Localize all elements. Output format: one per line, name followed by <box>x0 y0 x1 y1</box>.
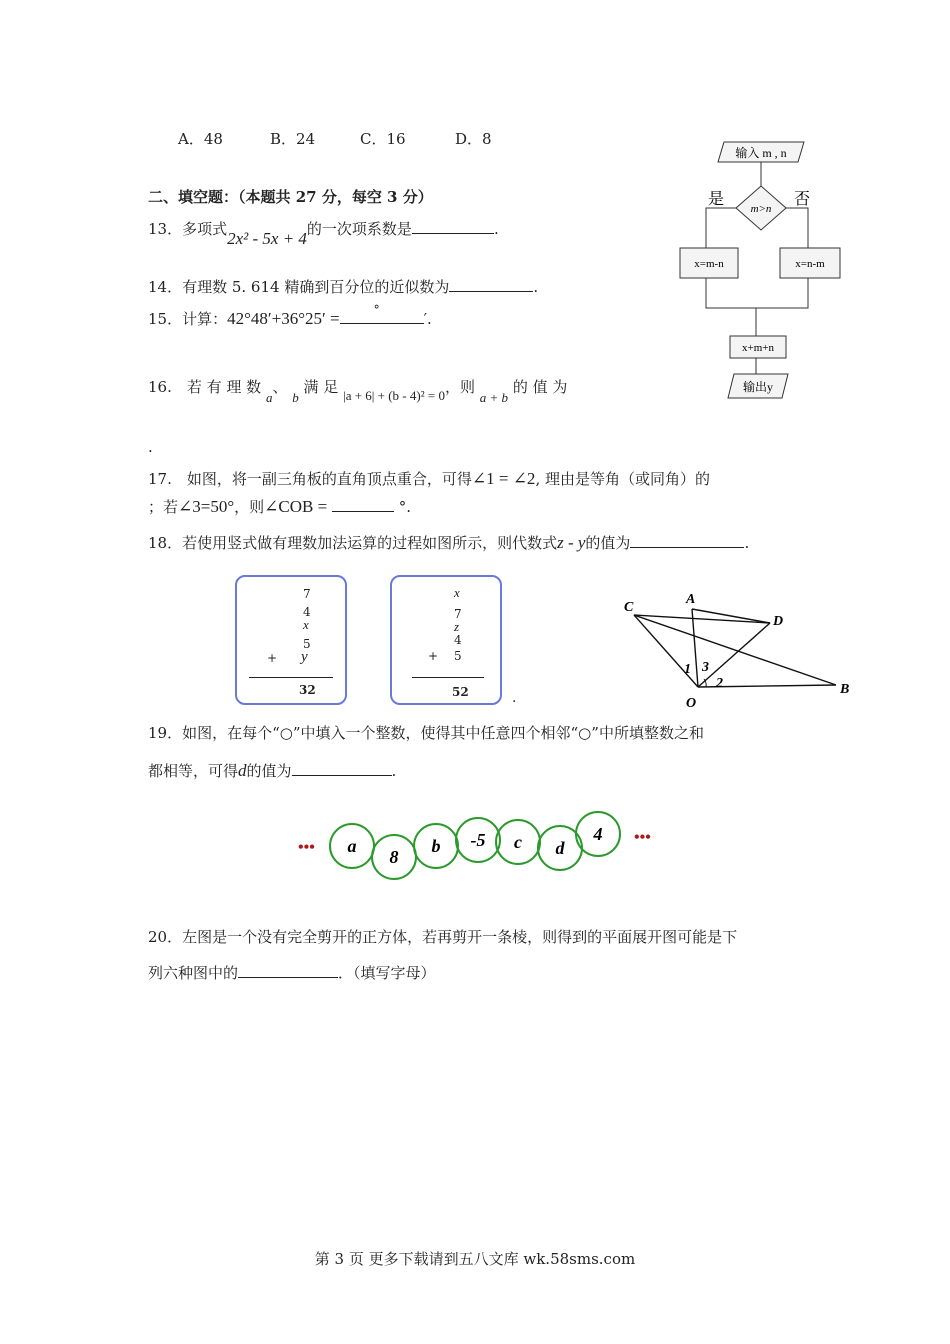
flow-mid-text: x+m+n <box>742 342 774 354</box>
label-c: C <box>624 600 634 615</box>
svg-text:-5: -5 <box>470 830 486 850</box>
q18: 18．若使用竖式做有理数加法运算的过程如图所示，则代数式z - y的值为 . <box>148 533 750 552</box>
q19-line2: 都相等，可得d的值为 . <box>148 761 397 780</box>
page-footer: 第 3 页 更多下载请到五八文库 wk.58sms.com <box>314 1250 636 1268</box>
q17-blank <box>332 497 394 512</box>
flow-no: 否 <box>794 191 811 208</box>
svg-text:d: d <box>555 838 565 858</box>
label-o: O <box>686 696 697 710</box>
flow-output-text: 输出y <box>742 380 774 394</box>
q15: 15．计算：42°48′+36°25′ = ° ′. <box>148 303 432 328</box>
flow-right-text: x=n-m <box>795 258 825 270</box>
ellipsis-left: ••• <box>298 839 315 856</box>
triangle-figure <box>610 585 860 710</box>
q18-blank <box>630 533 744 548</box>
svg-text:a: a <box>347 836 357 856</box>
flowchart <box>676 138 862 408</box>
addition-card-1: 7 4 x 5 + y 32 <box>235 575 347 705</box>
svg-text:b: b <box>431 836 441 856</box>
q13: 13．多项式2x² - 5x + 4的一次项系数是 . <box>148 220 499 248</box>
q16: 16. 若 有 理 数 a、 b 满 足 |a + 6| + (b - 4)² = 0，则 a + b 的 值 为 <box>148 378 568 405</box>
q13-expr: 2x² - 5x + 4 <box>227 229 307 248</box>
label-d: D <box>773 614 784 629</box>
q19-line1: 19．如图，在每个“○”中填入一个整数，使得其中任意四个相邻“○”中所填整数之和 <box>148 724 704 742</box>
q20-blank <box>238 963 338 978</box>
option-c: C．16 <box>360 130 406 148</box>
label-a: A <box>686 592 696 607</box>
q19-blank <box>292 761 392 776</box>
addition-card-2: x 7 z 4 + 5 52 <box>390 575 502 705</box>
card-period: . <box>512 690 517 706</box>
q13-blank <box>412 219 494 234</box>
option-a: A．48 <box>178 130 223 148</box>
flow-decision-text: m>n <box>750 203 772 215</box>
q20-line2: 列六种图中的 ．（填写字母） <box>148 964 436 982</box>
label-3: 3 <box>702 660 709 675</box>
q20-line1: 20．左图是一个没有完全剪开的正方体，若再剪开一条棱，则得到的平面展开图可能是下 <box>148 928 738 946</box>
q16-tail: . <box>148 438 153 456</box>
q14: 14．有理数 5. 614 精确到百分位的近似数为 . <box>148 278 539 296</box>
ellipsis-right: ••• <box>634 829 651 846</box>
option-d: D．8 <box>455 130 492 148</box>
flow-input-text: 输入 m , n <box>735 146 787 160</box>
q14-blank <box>449 277 533 292</box>
label-1: 1 <box>684 662 691 677</box>
svg-text:8: 8 <box>389 847 399 867</box>
label-b: B <box>840 682 850 697</box>
option-b: B．24 <box>270 130 316 148</box>
svg-text:c: c <box>514 832 522 852</box>
label-2: 2 <box>716 676 723 691</box>
svg-text:4: 4 <box>593 824 603 844</box>
circle-chain <box>290 800 670 890</box>
q17-line2: ；若∠3=50°，则∠COB = °. <box>148 497 412 516</box>
q15-blank: ° <box>340 309 424 324</box>
flow-yes: 是 <box>708 191 725 208</box>
q17-line1: 17. 如图，将一副三角板的直角顶点重合，可得∠1 = ∠2, 理由是等角（或同角）的 <box>148 469 710 488</box>
section-heading: 二、填空题：（本题共 27 分，每空 3 分） <box>148 188 433 206</box>
flow-left-text: x=m-n <box>694 258 724 270</box>
